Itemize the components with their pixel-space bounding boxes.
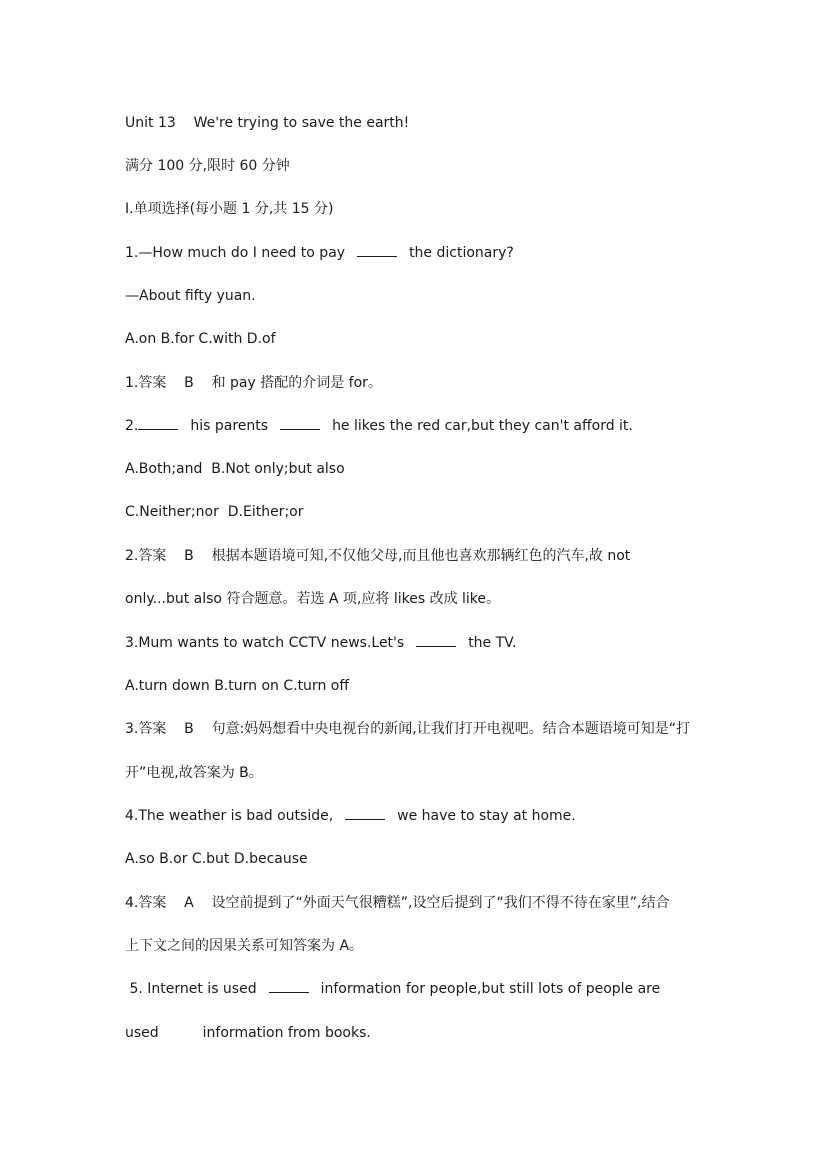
answer-3-line-2: 开”电视,故答案为 B。 <box>125 765 263 781</box>
question-1-options: A.on B.for C.with D.of <box>125 331 276 347</box>
answer-blank <box>357 243 397 257</box>
question-4-options: A.so B.or C.but D.because <box>125 851 308 867</box>
question-text: the TV. <box>468 635 517 651</box>
answer-1: 1.答案 B 和 pay 搭配的介词是 for。 <box>125 375 382 391</box>
question-text: 2. <box>125 418 139 434</box>
question-2-options-b: C.Neither;nor D.Either;or <box>125 504 304 520</box>
question-text: 5. Internet is used <box>125 981 257 997</box>
answer-4-line-2: 上下文之间的因果关系可知答案为 A。 <box>125 938 364 954</box>
answer-blank <box>269 979 309 993</box>
question-5 <box>125 979 660 999</box>
section-heading: Ⅰ.单项选择(每小题 1 分,共 15 分) <box>125 201 334 217</box>
answer-3-line-1: 3.答案 B 句意:妈妈想看中央电视台的新闻,让我们打开电视吧。结合本题语境可知是“打 <box>125 721 690 737</box>
question-5-line-2 <box>125 1023 371 1043</box>
question-3 <box>125 633 516 653</box>
question-1 <box>125 243 514 263</box>
question-4 <box>125 806 576 826</box>
question-text: he likes the red car,but they can't afford it. <box>332 418 633 434</box>
answer-blank <box>416 633 456 647</box>
answer-blank <box>280 416 320 430</box>
question-text: we have to stay at home. <box>397 808 576 824</box>
answer-4-line-1: 4.答案 A 设空前提到了“外面天气很糟糕”,设空后提到了“我们不得不待在家里”,结合 <box>125 895 670 911</box>
question-text: 1.—How much do I need to pay <box>125 245 346 261</box>
score-time-info: 满分 100 分,限时 60 分钟 <box>125 158 290 174</box>
answer-2-line-2: only...but also 符合题意。若选 A 项,应将 likes 改成 like。 <box>125 591 501 607</box>
question-2-options-a: A.Both;and B.Not only;but also <box>125 461 345 477</box>
question-text: 3.Mum wants to watch CCTV news.Let's <box>125 635 405 651</box>
question-text: the dictionary? <box>409 245 514 261</box>
question-text: his parents <box>190 418 269 434</box>
question-text: used <box>125 1025 159 1041</box>
unit-title: Unit 13 We're trying to save the earth! <box>125 115 410 131</box>
question-text: 4.The weather is bad outside, <box>125 808 334 824</box>
question-2 <box>125 416 633 436</box>
answer-blank <box>138 416 178 430</box>
question-3-options: A.turn down B.turn on C.turn off <box>125 678 349 694</box>
question-text: information from books. <box>202 1025 371 1041</box>
answer-2-line-1: 2.答案 B 根据本题语境可知,不仅他父母,而且他也喜欢那辆红色的汽车,故 not <box>125 548 631 564</box>
question-text: information for people,but still lots of people are <box>320 981 661 997</box>
answer-blank <box>345 806 385 820</box>
question-1-reply: —About fifty yuan. <box>125 288 256 304</box>
